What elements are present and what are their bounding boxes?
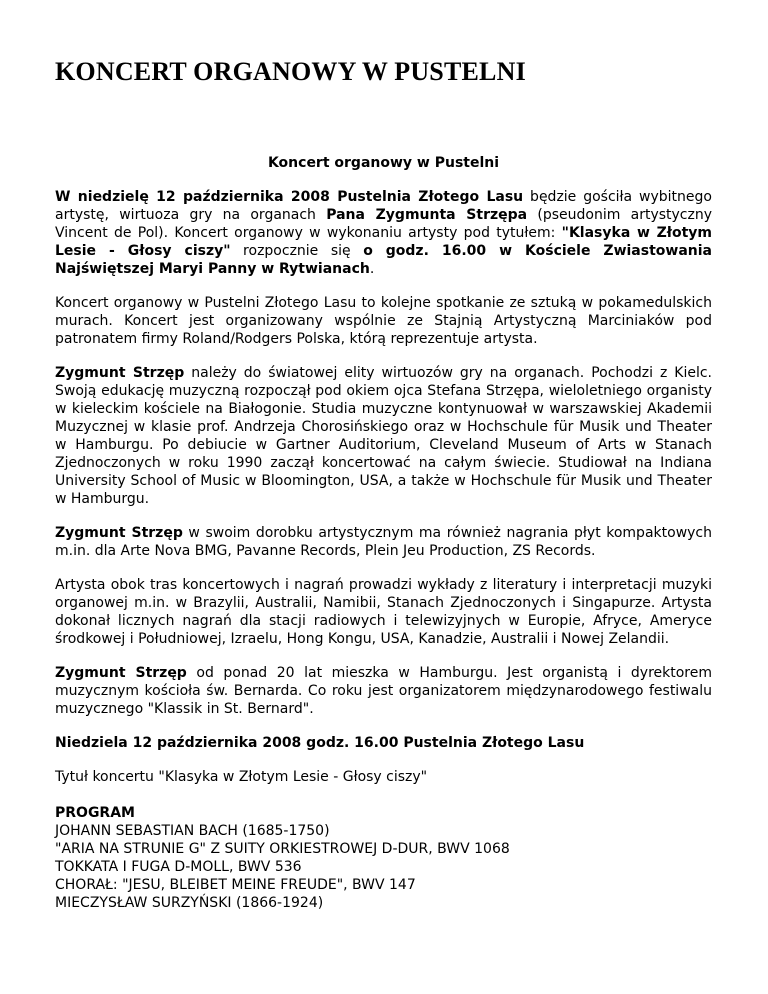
residence-artist-name: Zygmunt Strzęp (55, 665, 187, 681)
paragraph-date-summary (55, 734, 712, 752)
page-title: KONCERT ORGANOWY W PUSTELNI (55, 57, 526, 86)
paragraph-recordings (55, 524, 712, 560)
paragraph-residence (55, 664, 712, 718)
paragraph-biography (55, 364, 712, 508)
intro-text-1: będzie gościła wybitnego artystę, wirtuoza gry na organach (55, 189, 712, 223)
program-item: "ARIA NA STRUNIE G" Z SUITY ORKIESTROWEJ D-DUR, BWV 1068 (55, 841, 510, 857)
bio-text: należy do światowej elity wirtuozów gry na organach. Pochodzi z Kielc. Swoją edukację muzyczną rozpoczął pod okiem ojca Stefana Strzępa, wieloletniego organisty w kieleckim kościele na Białogonie. Studia muzyczne kontynuował w warszawskiej Akademii Muzycznej w klasie prof. Andrzeja Chorosińskiego oraz w Hochschule für Musik und Theater w Hamburgu. Po debiucie w Gartner Auditorium, Cleveland Museum of Arts w Stanach Zjednoczonych w roku 1990 zaczął koncertować na całym świecie. Studiował na Indiana University School of Music w Bloomington, USA, a także w Hochschule für Musik und Theater w Hamburgu. (55, 365, 712, 507)
paragraph-concert-title: Tytuł koncertu "Klasyka w Złotym Lesie - Głosy ciszy" (55, 769, 428, 785)
intro-text-4: . (369, 261, 375, 277)
intro-date-place: W niedzielę 12 października 2008 Pustelnia Złotego Lasu (55, 189, 524, 205)
program-heading: PROGRAM (55, 805, 135, 821)
bio-artist-name: Zygmunt Strzęp (55, 365, 185, 381)
paragraph-organization: Koncert organowy w Pustelni Złotego Lasu to kolejne spotkanie ze sztuką w pokamedulskich murach. Koncert jest organizowany wspólnie ze Stajnią Artystyczną Marciniaków pod patronatem firmy Roland/Rodgers Polska, którą reprezentuje artysta. (55, 295, 712, 347)
date-summary: Niedziela 12 października 2008 godz. 16.00 Pustelnia Złotego Lasu (55, 735, 585, 751)
paragraph-lectures: Artysta obok tras koncertowych i nagrań prowadzi wykłady z literatury i interpretacji muzyki organowej m.in. w Brazylii, Australii, Namibii, Stanach Zjednoczonych i Singapurze. Artysta dokonał licznych nagrań dla stacji radiowych i telewizyjnych w Europie, Afryce, Ameryce środkowej i Południowej, Izraelu, Hong Kongu, USA, Kanadzie, Australii i Nowej Zelandii. (55, 577, 712, 647)
residence-text: od ponad 20 lat mieszka w Hamburgu. Jest organistą i dyrektorem muzycznym kościoła św. Bernarda. Co roku jest organizatorem międzynarodowego festiwalu muzycznego "Klassik in St. Bernard". (55, 665, 713, 717)
program-item: TOKKATA I FUGA D-MOLL, BWV 536 (55, 859, 302, 875)
article-subtitle: Koncert organowy w Pustelni (267, 155, 500, 171)
intro-concert-title: "Klasyka w Złotym Lesie - Głosy ciszy" (55, 225, 712, 259)
recordings-artist-name: Zygmunt Strzęp (55, 525, 183, 541)
intro-text-3: rozpocznie się (230, 243, 364, 259)
program-item: CHORAŁ: "JESU, BLEIBET MEINE FREUDE", BWV 147 (55, 877, 416, 893)
program-list (55, 822, 712, 912)
program-item: MIECZYSŁAW SURZYŃSKI (1866-1924) (55, 895, 324, 911)
recordings-text: w swoim dorobku artystycznym ma również nagrania płyt kompaktowych m.in. dla Arte Nova BMG, Pavanne Records, Plein Jeu Production, ZS Records. (55, 525, 712, 559)
intro-artist-name: Pana Zygmunta Strzępa (326, 207, 528, 223)
program-item: JOHANN SEBASTIAN BACH (1685-1750) (55, 823, 330, 839)
intro-time-venue: o godz. 16.00 w Kościele Zwiastowania Najświętszej Maryi Panny w Rytwianach (55, 243, 712, 277)
intro-text-2: (pseudonim artystyczny Vincent de Pol). Koncert organowy w wykonaniu artysty pod tytułem: (55, 207, 712, 241)
paragraph-intro (55, 188, 712, 278)
